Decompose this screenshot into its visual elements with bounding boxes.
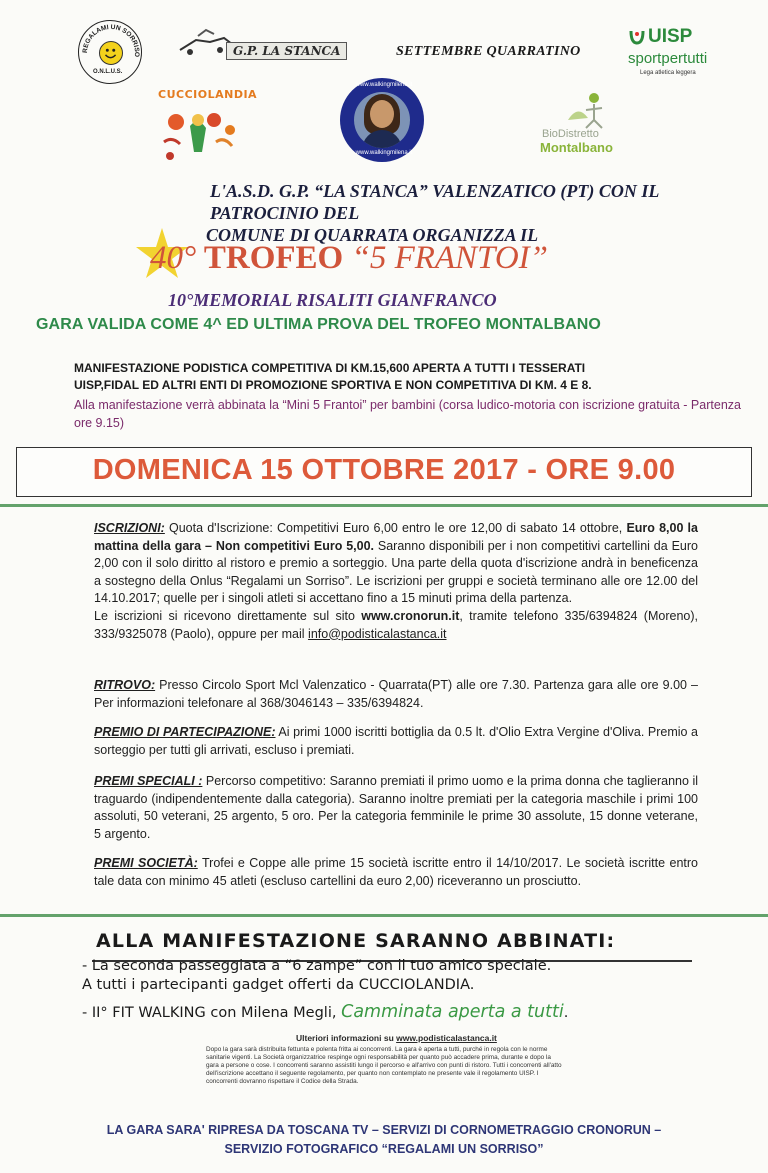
premi-speciali-section	[94, 773, 698, 843]
mini-frantoi-note: Alla manifestazione verrà abbinata la “Mini 5 Frantoi” per bambini (corsa ludico-motoria con iscrizione gratuita - Partenza ore 9.15)	[74, 398, 741, 430]
iscrizioni-label: ISCRIZIONI:	[94, 521, 165, 535]
smile-ring-text: REGALAMI UN SORRISO	[81, 23, 141, 58]
premi-speciali-text: Percorso competitivo: Saranno premiati il primo uomo e la prima donna che taglieranno il traguardo (indipendentemente dalla categoria). Saranno inoltre premiati per la categoria maschile i primi 100 assoluti, 50 veterani, 25 argento, 5 oro. Per la categoria femminile le prime 30 assolute, 15 donne veterane, 5 argento.	[94, 774, 699, 841]
ritrovo-label: RITROVO:	[94, 678, 156, 692]
organizer-intro	[206, 180, 768, 246]
iscrizioni-section	[94, 520, 698, 643]
milena-portrait	[354, 92, 410, 148]
footer-credits	[60, 1121, 708, 1159]
memorial-subtitle: 10°MEMORIAL RISALITI GIANFRANCO	[168, 290, 497, 310]
divider-green-top	[0, 504, 768, 507]
manifestazione-description	[74, 360, 592, 394]
premi-societa-label: PREMI SOCIETÀ:	[94, 856, 198, 870]
ulteriori-informazioni	[296, 1033, 497, 1043]
biodistretto-logo	[536, 90, 636, 156]
iscrizioni-text-a: Quota d'Iscrizione: Competitivi Euro 6,00 entro le ore 12,00 di sabato 14 ottobre,	[164, 521, 627, 535]
premio-partecipazione-section	[94, 724, 698, 759]
premi-speciali-label: PREMI SPECIALI :	[94, 774, 203, 788]
iscrizioni-text-c: Saranno disponibili per i non competitivi cartellini da Euro 2,00 con il solo diritto al ristoro e premio a sorteggio. Una parte della quota d'iscrizione andrà in beneficenza a sostegno della Onlus “Regalami un Sorriso”. Le iscrizioni per gruppi e società terminano alle ore 12.00 del 14.10.2017; quelle per i singoli atleti si accettano fino a 15 minuti prima della partenza.	[94, 538, 698, 606]
regalami-un-sorriso-logo	[78, 20, 142, 84]
walking-milena-logo	[340, 78, 424, 162]
manif-line-1: MANIFESTAZIONE PODISTICA COMPETITIVA DI KM.15,600 APERTA A TUTTI I TESSERATI	[74, 361, 586, 375]
divider-green-bottom	[0, 914, 768, 917]
ritrovo-section	[94, 677, 698, 712]
premio-partecipazione-label: PREMIO DI PARTECIPAZIONE:	[94, 725, 276, 739]
leaf-figure-icon	[558, 90, 618, 130]
trofeo-word: TROFEO	[203, 240, 344, 276]
event-title	[150, 240, 548, 277]
walk-url-top: www.walkingmilena.it	[355, 82, 413, 88]
abbinati-item-3-end: .	[563, 1005, 569, 1021]
podistica-link[interactable]: www.podisticalastanca.it	[396, 1033, 497, 1043]
uisp-name: UISP	[648, 26, 693, 47]
gara-valida-line: GARA VALIDA COME 4^ ED ULTIMA PROVA DEL TROFEO MONTALBANO	[36, 316, 601, 333]
uisp-sub: sportpertutti	[628, 50, 708, 67]
trofeo-name: “5 FRANTOI”	[351, 240, 548, 276]
cucciolandia-title: CUCCIOLANDIA	[158, 88, 258, 101]
premi-societa-text: Trofei e Coppe alle prime 15 società iscritte entro il 14/10/2017. Le società iscritte entro tale data con minimo 45 atleti (escluso cartellini da euro 2,00) riceveranno un prosciutto.	[94, 856, 698, 888]
uisp-tag: Lega atletica leggera	[640, 70, 696, 76]
intro-line-2: COMUNE DI QUARRATA ORGANIZZA IL	[206, 225, 539, 245]
cucciolandia-logo	[150, 86, 258, 168]
intro-line-1: L'A.S.D. G.P. “LA STANCA” VALENZATICO (PT) CON IL PATROCINIO DEL	[210, 181, 659, 223]
ritrovo-text: Presso Circolo Sport Mcl Valenzatico - Quarrata(PT) alle ore 7.30. Partenza gara alle ore 9.00 – Per informazioni telefonare al 368/3046143 – 335/6394824.	[94, 678, 698, 710]
manif-line-2: UISP,FIDAL ED ALTRI ENTI DI PROMOZIONE SPORTIVA E NON COMPETITIVA DI KM. 4 E 8.	[74, 378, 592, 392]
iscrizioni-text-b: Euro 8,00 la mattina della gara – Non competitivi Euro 5,00.	[94, 521, 698, 553]
uisp-logo	[626, 24, 716, 84]
gp-logo-text: G.P. LA STANCA	[226, 42, 347, 60]
footer-line-1: LA GARA SARA' RIPRESA DA TOSCANA TV – SERVIZI DI CORNOMETRAGGIO CRONORUN –	[106, 1123, 662, 1137]
ulteriori-text: Ulteriori informazioni su	[296, 1033, 397, 1043]
camminata-text: Camminata aperta a tutti	[341, 1002, 564, 1022]
abbinati-item-2: A tutti i partecipanti gadget offerti da CUCCIOLANDIA.	[82, 977, 475, 993]
iscrizioni-text-e: , tramite telefono 335/6394824 (Moreno), 333/9325078 (Paolo), oppure per mail	[94, 608, 698, 641]
premi-societa-section	[94, 855, 698, 890]
uisp-mark-icon	[628, 28, 646, 46]
biodistretto-text: BioDistretto	[542, 128, 599, 140]
regulations-fine-print: Dopo la gara sarà distribuita fettunta e polenta fritta ai concorrenti. La gara è aperta a tutti, purché in regola con le norme sanitarie vigenti. La Società organizzatrice respinge ogni responsabilità per quanto può accadere prima, durante e dopo la gara a persone o cose. I concorrenti saranno assistiti lungo il percorso e all'arrivo con punti di ristoro. Tutti i concorrenti all'atto dell'iscrizione accettano il seguente regolamento, per quanto non contemplato ne presente vale il regolamento UISP. I concorrenti dovranno rispettare il Codice della Strada.	[206, 1046, 562, 1086]
gp-la-stanca-logo	[176, 28, 356, 64]
abbinati-item-1: - La seconda passeggiata a “6 zampe” con il tuo amico speciale.	[82, 958, 552, 974]
settembre-quarratino: SETTEMBRE QUARRATINO	[396, 44, 581, 59]
montalbano-text: Montalbano	[540, 140, 613, 155]
abbinati-item-3	[82, 1002, 568, 1022]
iscrizioni-text-d: Le iscrizioni si ricevono direttamente sul sito	[94, 608, 362, 623]
cronorun-link[interactable]: www.cronorun.it	[361, 608, 460, 623]
smile-onlus-text: O.N.L.U.S.	[93, 69, 123, 75]
abbinati-title: ALLA MANIFESTAZIONE SARANNO ABBINATI:	[96, 930, 616, 952]
fit-walking-text: - II° FIT WALKING con Milena Megli,	[82, 1005, 342, 1021]
premio-partecipazione-text: Ai primi 1000 iscritti bottiglia da 0.5 lt. d'Olio Extra Vergine d'Oliva. Premio a sorteggio per tutti gli arrivati, escluso i premiati.	[94, 725, 699, 757]
event-date: DOMENICA 15 OTTOBRE 2017 - ORE 9.00	[92, 454, 676, 486]
info-mail-link[interactable]: info@podisticalastanca.it	[308, 626, 447, 641]
cartoon-animals-icon	[150, 86, 250, 168]
event-date-box	[16, 447, 752, 497]
edition-number: 40°	[150, 240, 197, 276]
footer-line-2: SERVIZIO FOTOGRAFICO “REGALAMI UN SORRISO”	[224, 1142, 544, 1156]
smiley-icon	[99, 41, 123, 65]
walk-url-bottom: www.walkingmilena.it	[355, 150, 413, 156]
